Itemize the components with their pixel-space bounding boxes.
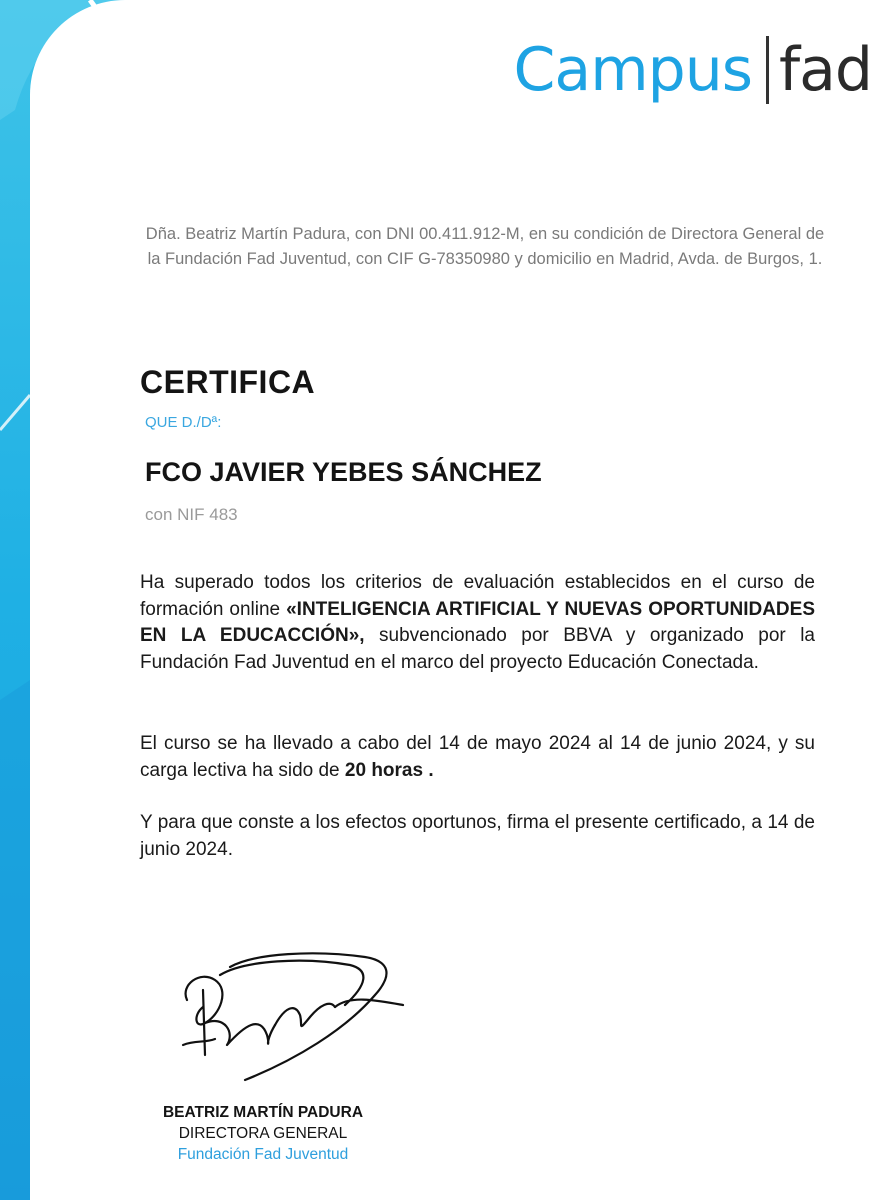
closing-paragraph: Y para que conste a los efectos oportunos, firma el presente certificado, a 14 de junio 2024. bbox=[140, 812, 815, 860]
course-title: «INTELIGENCIA ARTIFICIAL Y NUEVAS OPORTUNIDADES EN LA EDUCACCIÓN», bbox=[140, 598, 815, 646]
duration-text: El curso se ha llevado a cabo del 14 de mayo 2024 al 14 de junio 2024, y su carga lectiva ha sido de bbox=[140, 733, 815, 781]
course-text-a: Ha superado todos los criterios de evaluación establecidos en el curso de formación online bbox=[140, 572, 815, 620]
campus-fad-logo bbox=[514, 30, 872, 110]
logo-separator bbox=[766, 36, 769, 104]
recipient-nif: con NIF 483 bbox=[145, 505, 238, 524]
duration-paragraph bbox=[140, 731, 815, 784]
logo-fad-text: fad bbox=[779, 35, 872, 105]
signer-organization: Fundación Fad Juventud bbox=[177, 1146, 349, 1163]
course-text-b: subvencionado por BBVA y organizado por la Fundación Fad Juventud en el marco del proyecto Educación Conectada. bbox=[140, 625, 815, 673]
recipient-name: FCO JAVIER YEBES SÁNCHEZ bbox=[145, 457, 542, 487]
handwritten-signature bbox=[175, 945, 415, 1085]
intro-paragraph: Dña. Beatriz Martín Padura, con DNI 00.411.912-M, en su condición de Directora General de la Fundación Fad Juventud, con CIF G-78350980 y domicilio en Madrid, Avda. de Burgos, 1. bbox=[145, 225, 825, 268]
logo-campus-text: Campus bbox=[513, 35, 753, 105]
course-paragraph bbox=[140, 570, 815, 676]
signer-role: DIRECTORA GENERAL bbox=[178, 1125, 348, 1142]
signer-block bbox=[148, 1102, 378, 1165]
signer-name: BEATRIZ MARTÍN PADURA bbox=[162, 1104, 364, 1121]
certifica-heading: CERTIFICA bbox=[140, 364, 316, 400]
course-hours: 20 horas . bbox=[344, 759, 434, 781]
que-label: QUE D./Dª: bbox=[145, 414, 222, 431]
